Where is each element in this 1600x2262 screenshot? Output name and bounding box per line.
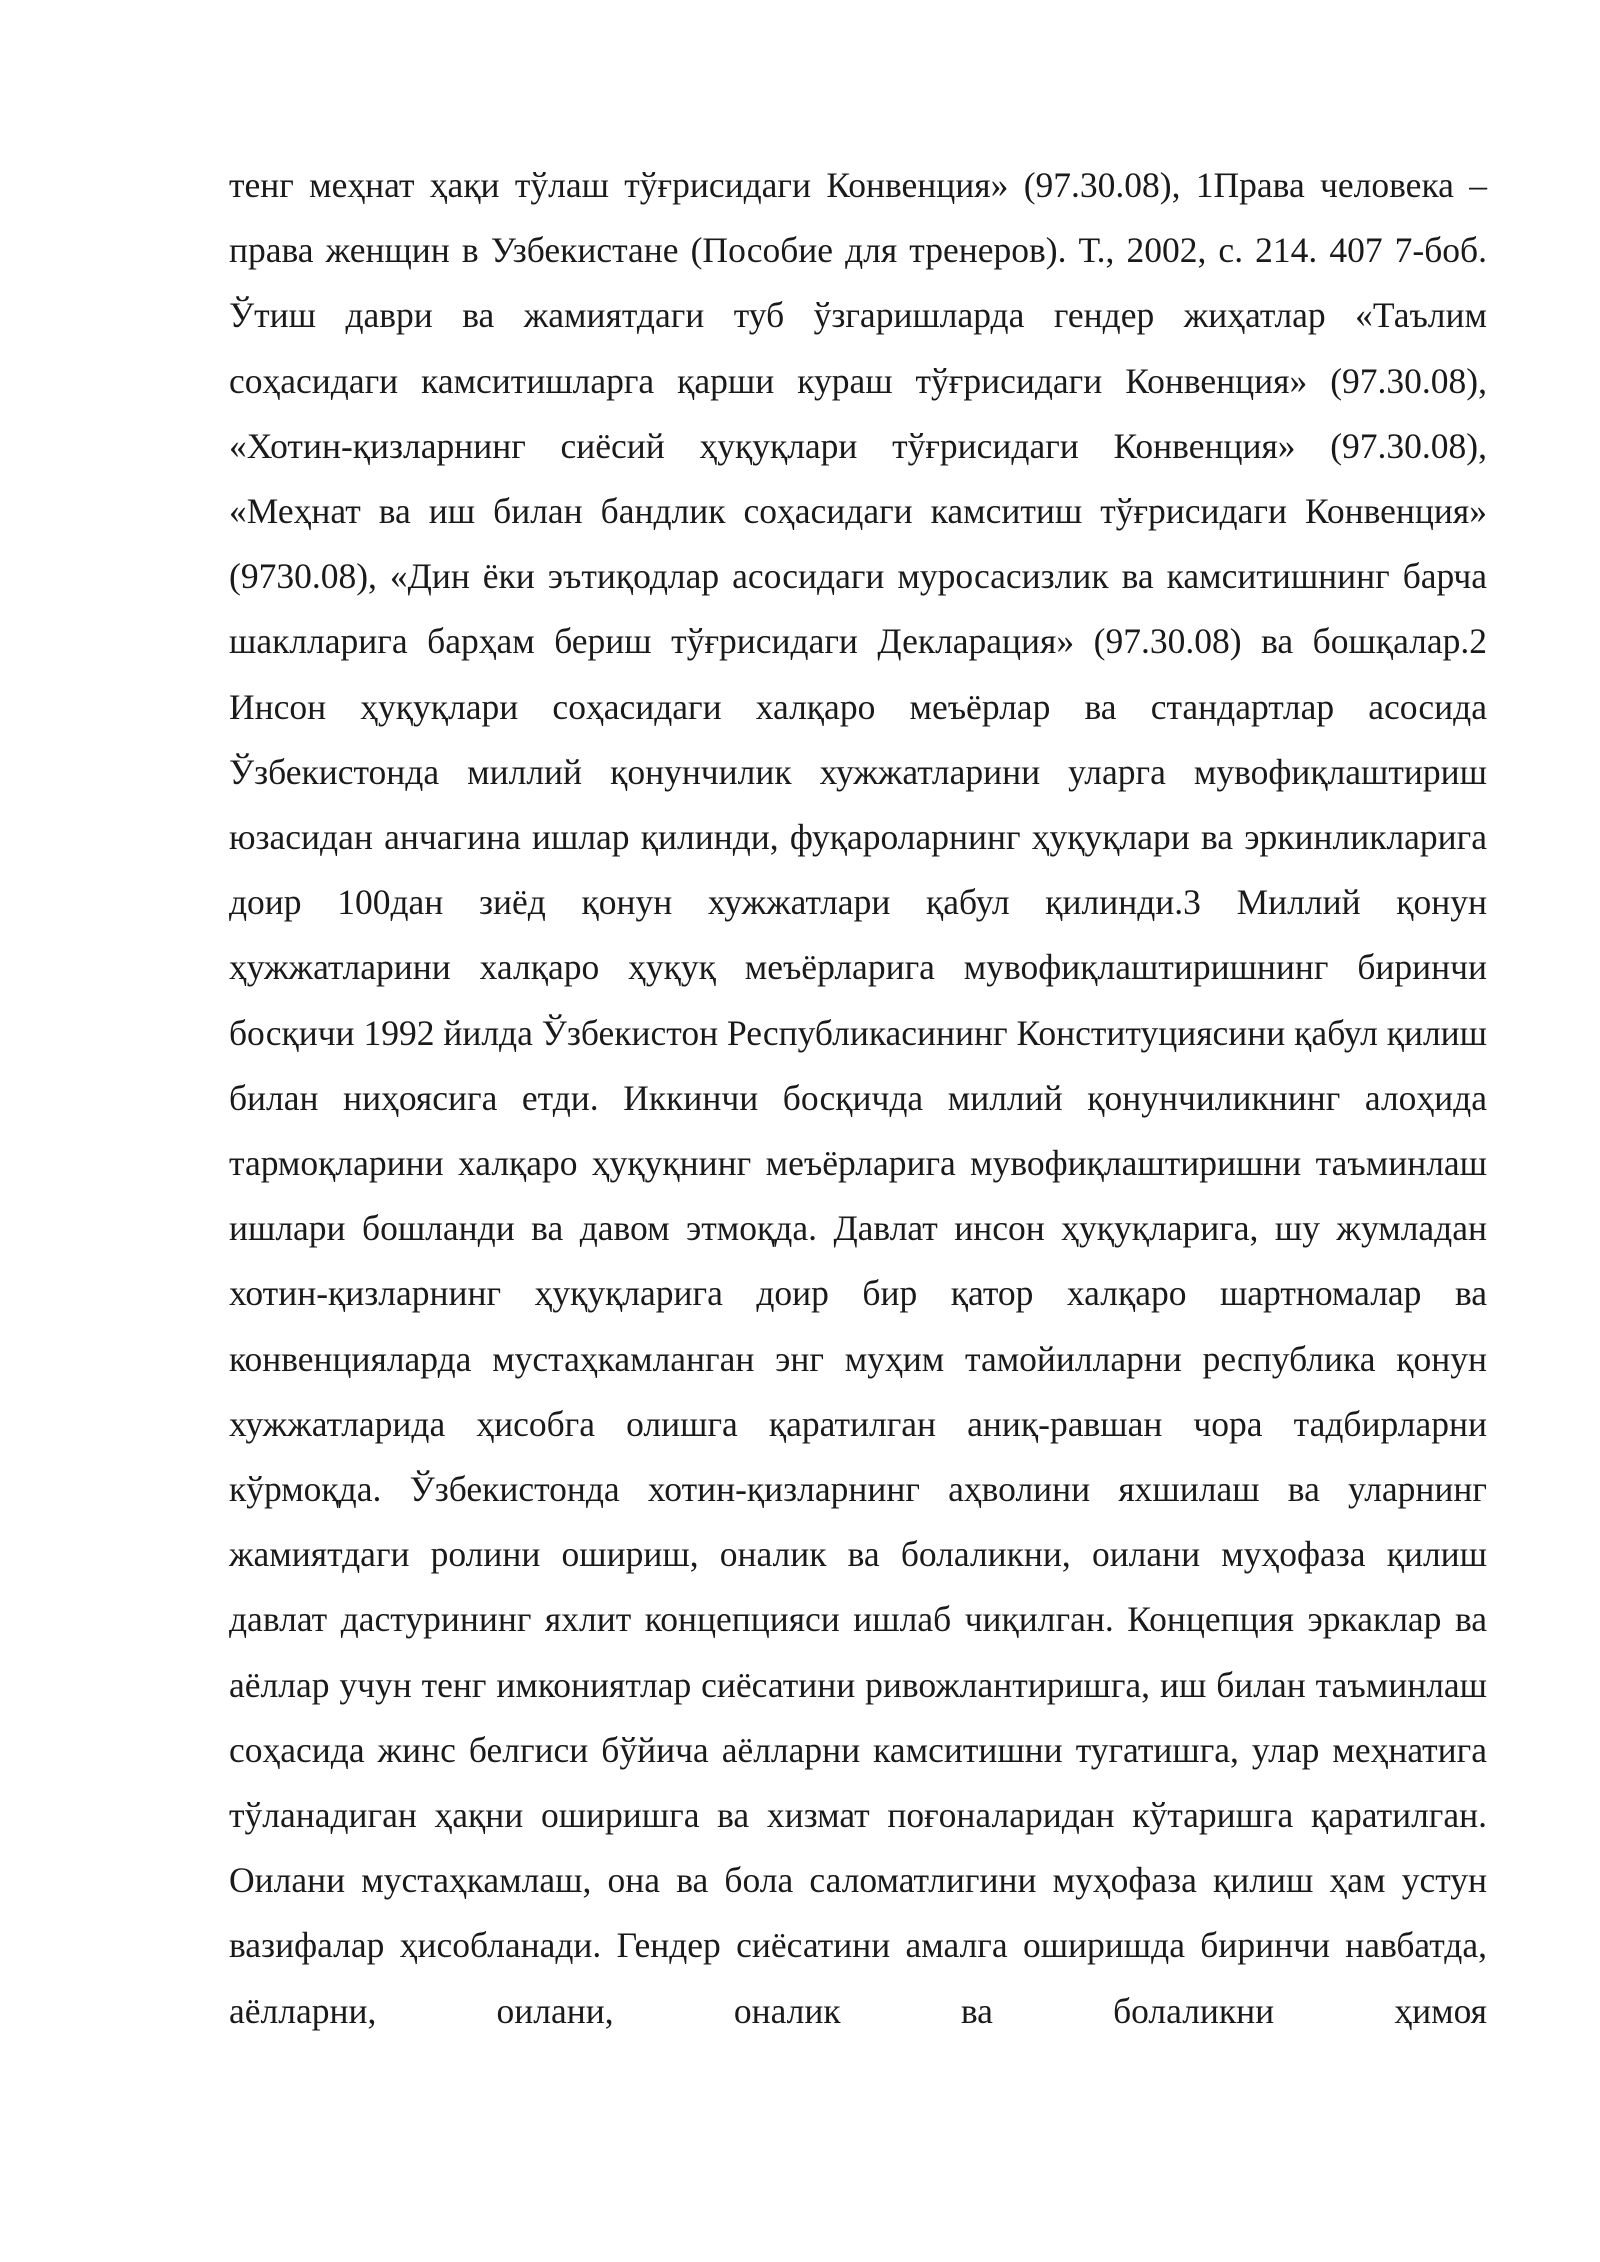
body-paragraph: тенг меҳнат ҳақи тўлаш тўғрисидаги Конвенция» (97.30.08), 1Права человека – права женщин в Узбекистане (Пособие для тренеров). Т., 2002, с. 214. 407 7-боб. Ўтиш даври ва жамиятдаги туб ўзгаришларда гендер жиҳатлар «Таълим соҳасидаги камситишларга қарши кураш тўғрисидаги Конвенция» (97.30.08), «Хотин-қизларнинг сиёсий ҳуқуқлари тўғрисидаги Конвенция» (97.30.08), «Меҳнат ва иш билан бандлик соҳасидаги камситиш тўғрисидаги Конвенция» (9730.08), «Дин ёки эътиқодлар асосидаги муросасизлик ва камситишнинг барча шаклларига барҳам бериш тўғрисидаги Декларация» (97.30.08) ва бошқалар.2 Инсон ҳуқуқлари соҳасидаги халқаро меъёрлар ва стандартлар асосида Ўзбекистонда миллий қонунчилик хужжатларини уларга мувофиқлаштириш юзасидан анчагина ишлар қилинди, фуқароларнинг ҳуқуқлари ва эркинликларига доир 100дан зиёд қонун хужжатлари қабул қилинди.3 Миллий қонун ҳужжатларини халқаро ҳуқуқ меъёрларига мувофиқлаштиришнинг биринчи босқичи 1992 йилда Ўзбекистон Республикасининг Конституциясини қабул қилиш билан ниҳоясига етди. Иккинчи босқичда миллий қонунчиликнинг алоҳида тармоқларини халқаро ҳуқуқнинг меъёрларига мувофиқлаштиришни таъминлаш ишлари бошланди ва давом этмоқда. Давлат инсон ҳуқуқларига, шу жумладан хотин-қизларнинг ҳуқуқларига доир бир қатор халқаро шартномалар ва конвенцияларда мустаҳкамланган энг муҳим тамойилларни республика қонун хужжатларида ҳисобга олишга қаратилган аниқ-равшан чора тадбирларни кўрмоқда. Ўзбекистонда хотин-қизларнинг аҳволини яхшилаш ва уларнинг жамиятдаги ролини ошириш, оналик ва болаликни, оилани муҳофаза қилиш давлат дастурининг яхлит концепцияси ишлаб чиқилган. Концепция эркаклар ва аёллар учун тенг имкониятлар сиёсатини ривожлантиришга, иш билан таъминлаш соҳасида жинс белгиси бўйича аёлларни камситишни тугатишга, улар меҳнатига тўланадиган ҳақни оширишга ва хизмат поғоналаридан кўтаришга қаратилган. Оилани мустаҳкамлаш, она ва бола саломатлигини муҳофаза қилиш ҳам устун вазифалар ҳисобланади. Гендер сиёсатини амалга оширишда биринчи навбатда, аёлларни, оилани, оналик ва болаликни ҳимоя: [229, 165, 1487, 2031]
